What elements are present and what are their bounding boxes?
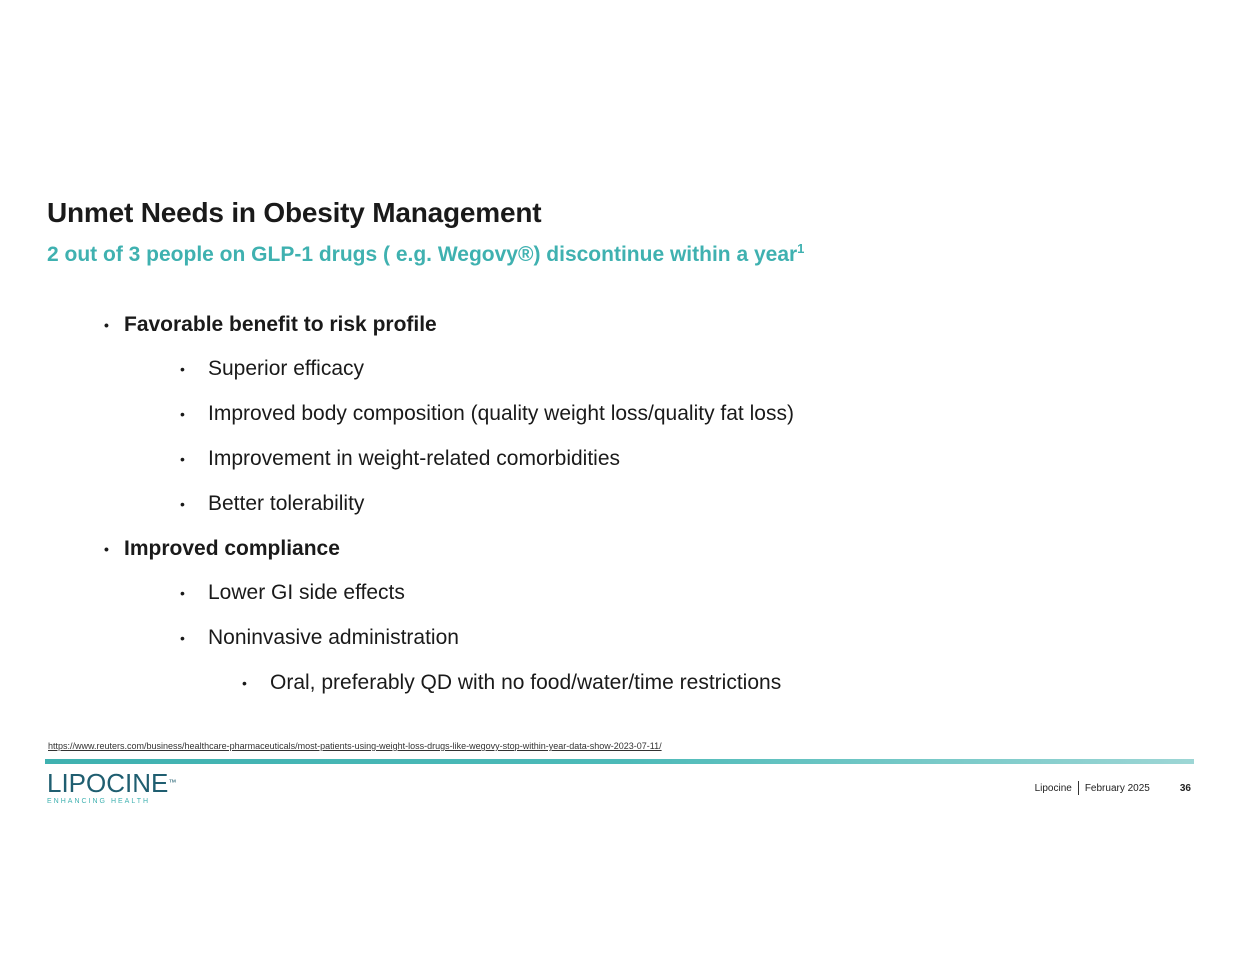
bullet-item bbox=[180, 626, 459, 650]
page-number: 36 bbox=[1179, 782, 1191, 794]
logo-tagline: ENHANCING HEALTH bbox=[47, 798, 151, 805]
footnote-marker: 1 bbox=[797, 241, 805, 256]
footer-divider bbox=[45, 759, 1194, 764]
bullet-icon: • bbox=[180, 496, 185, 512]
bullet-item bbox=[180, 447, 620, 471]
bullet-text: Superior efficacy bbox=[208, 357, 365, 380]
footer-date: February 2025 bbox=[1084, 782, 1150, 794]
bullet-text: Oral, preferably QD with no food/water/time restrictions bbox=[270, 671, 782, 694]
slide-title: Unmet Needs in Obesity Management bbox=[47, 197, 542, 228]
bullet-text: Noninvasive administration bbox=[208, 626, 459, 649]
bullet-item bbox=[242, 671, 781, 695]
bullet-item bbox=[180, 581, 405, 605]
bullet-icon: • bbox=[104, 541, 109, 557]
bullet-text: Favorable benefit to risk profile bbox=[124, 313, 437, 336]
bullet-text: Better tolerability bbox=[208, 492, 365, 515]
bullet-item bbox=[104, 313, 437, 337]
footer-info bbox=[1035, 781, 1191, 795]
footer-separator bbox=[1078, 781, 1079, 795]
bullet-item bbox=[180, 492, 364, 516]
slide-subtitle bbox=[47, 243, 804, 267]
bullet-item bbox=[104, 537, 340, 561]
bullet-item bbox=[180, 357, 364, 381]
company-logo bbox=[47, 768, 177, 806]
bullet-text: Improved compliance bbox=[124, 537, 340, 560]
bullet-icon: • bbox=[242, 675, 247, 691]
footnote-link[interactable]: https://www.reuters.com/business/healthcare-pharmaceuticals/most-patients-using-weight-loss-drugs-like-wegovy-stop-within-year-data-show-2023-07-11/ bbox=[48, 741, 662, 751]
bullet-item bbox=[180, 402, 794, 426]
bullet-text: Improvement in weight-related comorbidities bbox=[208, 447, 621, 470]
bullet-icon: • bbox=[180, 361, 185, 377]
bullet-icon: • bbox=[180, 451, 185, 467]
bullet-icon: • bbox=[180, 585, 185, 601]
footer-company: Lipocine bbox=[1034, 782, 1072, 794]
bullet-icon: • bbox=[180, 630, 185, 646]
bullet-icon: • bbox=[104, 317, 109, 333]
subtitle-text: 2 out of 3 people on GLP-1 drugs ( e.g. Wegovy®) discontinue within a year bbox=[47, 243, 798, 266]
bullet-icon: • bbox=[180, 406, 185, 422]
bullet-text: Improved body composition (quality weight loss/quality fat loss) bbox=[208, 402, 794, 425]
logo-wordmark: LIPOCINE™ bbox=[47, 768, 177, 798]
bullet-text: Lower GI side effects bbox=[208, 581, 405, 604]
